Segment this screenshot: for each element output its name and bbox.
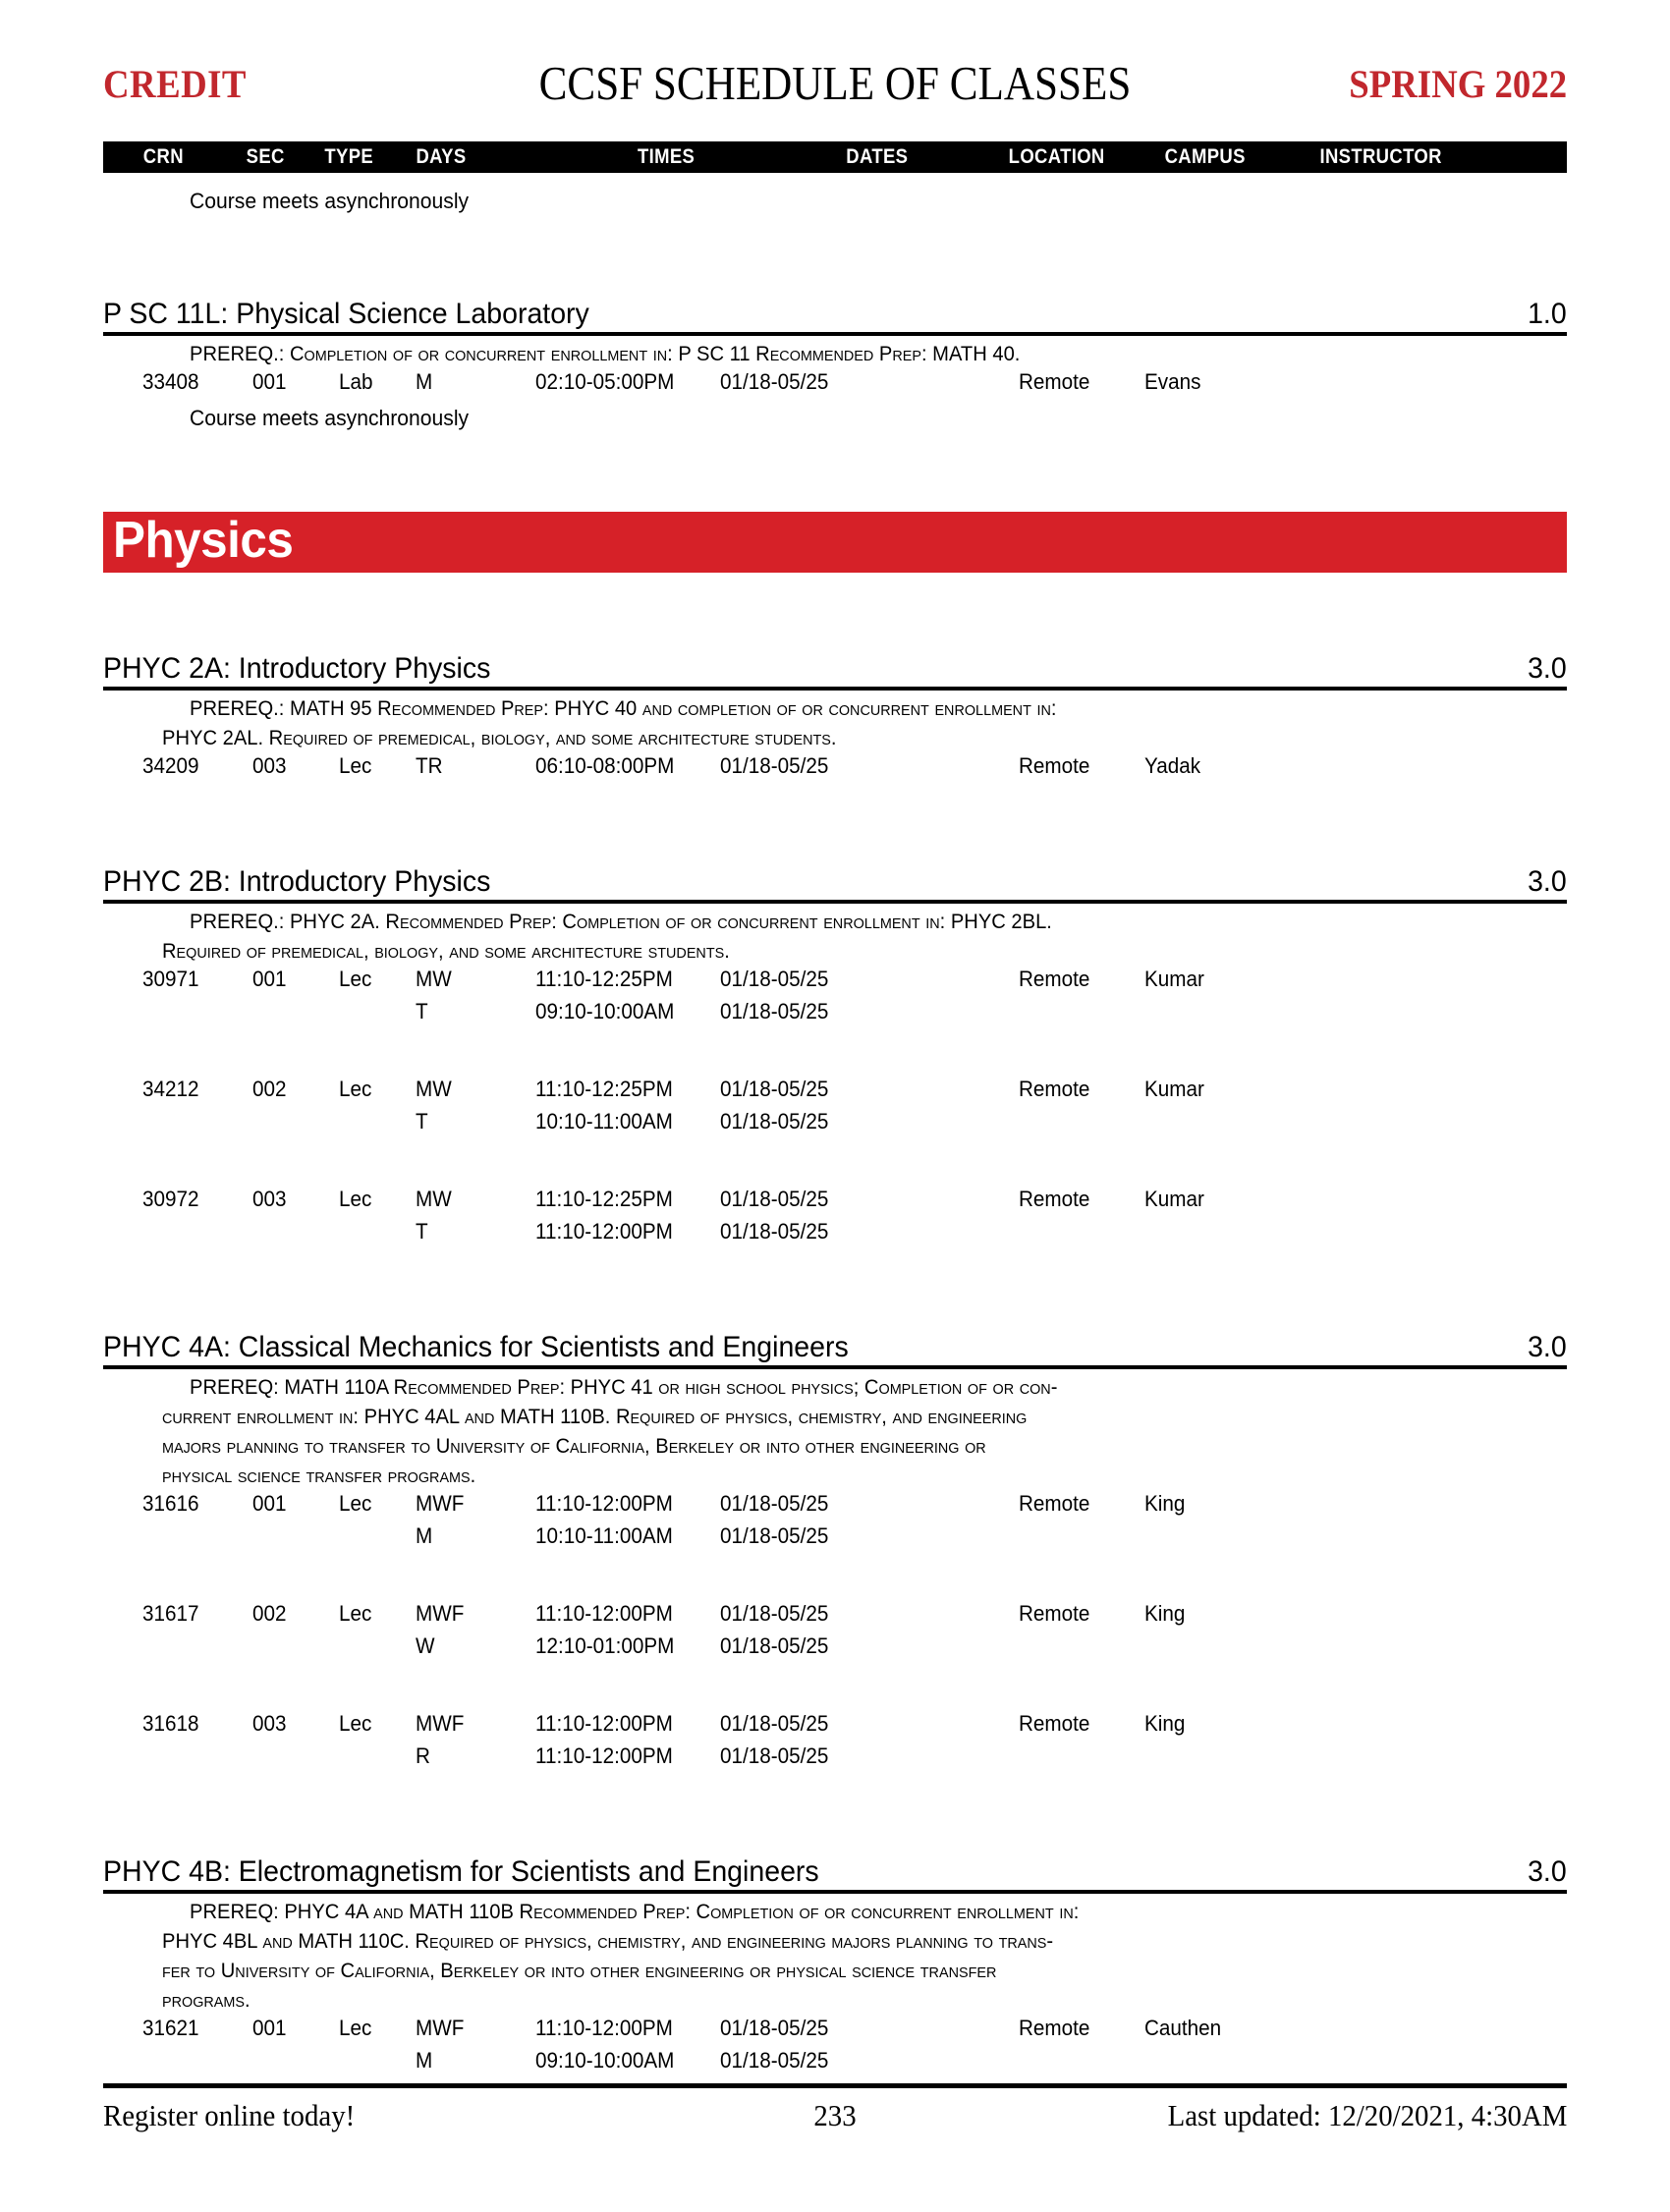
spacer — [103, 1031, 1567, 1077]
footer-register-link[interactable]: Register online today! — [103, 2098, 356, 2132]
page-footer — [103, 2083, 1567, 2139]
column-header-sec: SEC — [246, 145, 285, 168]
section-sec: 002 — [252, 1077, 287, 1101]
section-instructor: Evans — [1144, 369, 1201, 394]
section-days: T — [416, 999, 428, 1023]
course-title: PHYC 4A: Classical Mechanics for Scientists and Engineers — [103, 1331, 849, 1363]
section-row[interactable] — [103, 1491, 1567, 1523]
masthead-credit-label: CREDIT — [103, 62, 247, 106]
section-instructor: King — [1144, 1601, 1186, 1626]
section-dates: 01/18-05/25 — [720, 1523, 829, 1548]
section-crn: 30972 — [142, 1187, 199, 1211]
course-header-phyc-2a[interactable] — [103, 649, 1567, 691]
spacer — [103, 786, 1567, 862]
section-sec: 002 — [252, 1601, 287, 1626]
section-row[interactable] — [103, 1743, 1567, 1776]
spacer — [103, 573, 1567, 649]
section-type: Lab — [339, 369, 373, 394]
section-dates: 01/18-05/25 — [720, 1601, 829, 1626]
section-days: MWF — [416, 1491, 465, 1516]
spacer — [103, 1141, 1567, 1187]
section-instructor: Kumar — [1144, 1187, 1204, 1211]
section-type: Lec — [339, 1711, 372, 1736]
section-times: 11:10-12:00PM — [535, 1711, 673, 1736]
section-crn: 31618 — [142, 1711, 199, 1736]
column-header-dates: DATES — [846, 145, 909, 168]
course-prereq-line: fer to University of California, Berkeley or into other engineering or physical science transfer — [162, 1960, 997, 1982]
section-dates: 01/18-05/25 — [720, 2016, 829, 2040]
course-prereq-line: PREREQ: MATH 110A Recommended Prep: PHYC 41 or high school physics; Completion of or con- — [190, 1376, 1058, 1399]
section-row[interactable] — [103, 1711, 1567, 1743]
section-type: Lec — [339, 2016, 372, 2040]
section-times: 10:10-11:00AM — [535, 1523, 673, 1548]
course-units: 3.0 — [1528, 1855, 1567, 1888]
spacer — [103, 1666, 1567, 1711]
course-header-psc-11l[interactable] — [103, 295, 1567, 336]
course-units: 1.0 — [1528, 298, 1567, 330]
column-header-instructor: INSTRUCTOR — [1319, 145, 1442, 168]
section-sec: 003 — [252, 1711, 287, 1736]
section-campus: Remote — [1019, 1077, 1090, 1101]
section-row[interactable] — [103, 2016, 1567, 2048]
section-crn: 30971 — [142, 967, 199, 991]
section-days: TR — [416, 753, 443, 778]
footer-divider — [103, 2083, 1567, 2088]
section-type: Lec — [339, 1601, 372, 1626]
column-header-bar — [103, 141, 1567, 173]
course-prereq-line: PHYC 4BL and MATH 110C. Required of physics, chemistry, and engineering majors planning to trans- — [162, 1930, 1054, 1953]
department-banner-physics — [103, 512, 1567, 573]
section-campus: Remote — [1019, 967, 1090, 991]
column-header-type: TYPE — [324, 145, 374, 168]
course-header-phyc-2b[interactable] — [103, 862, 1567, 904]
course-units: 3.0 — [1528, 1331, 1567, 1363]
course-prereq-line: programs. — [162, 1989, 250, 2012]
section-campus: Remote — [1019, 2016, 1090, 2040]
section-type: Lec — [339, 753, 372, 778]
section-days: MW — [416, 1187, 452, 1211]
section-sec: 003 — [252, 1187, 287, 1211]
section-instructor: Cauthen — [1144, 2016, 1222, 2040]
course-prereq-line: majors planning to transfer to University of California, Berkeley or into other engineering or — [162, 1435, 986, 1458]
section-dates: 01/18-05/25 — [720, 1711, 829, 1736]
course-title: PHYC 4B: Electromagnetism for Scientists and Engineers — [103, 1855, 819, 1888]
course-list — [103, 218, 1567, 2080]
spacer — [103, 1251, 1567, 1328]
course-title: PHYC 2B: Introductory Physics — [103, 865, 491, 898]
section-row[interactable] — [103, 1187, 1567, 1219]
course-title: P SC 11L: Physical Science Laboratory — [103, 298, 589, 330]
section-row[interactable] — [103, 999, 1567, 1031]
course-prereq-block — [162, 908, 1567, 967]
section-campus: Remote — [1019, 1187, 1090, 1211]
course-units: 3.0 — [1528, 865, 1567, 898]
course-prereq-line: physical science transfer programs. — [162, 1465, 476, 1487]
course-prereq-line: PREREQ.: MATH 95 Recommended Prep: PHYC 40 and completion of or concurrent enrollment in: — [190, 697, 1057, 720]
section-row[interactable] — [103, 967, 1567, 999]
column-header-times: TIMES — [637, 145, 696, 168]
section-times: 11:10-12:00PM — [535, 1491, 673, 1516]
section-instructor: Kumar — [1144, 967, 1204, 991]
section-dates: 01/18-05/25 — [720, 1633, 829, 1658]
section-times: 10:10-11:00AM — [535, 1109, 673, 1134]
section-sec: 001 — [252, 369, 287, 394]
section-times: 11:10-12:00PM — [535, 1743, 673, 1768]
section-instructor: Yadak — [1144, 753, 1201, 778]
section-crn: 34209 — [142, 753, 199, 778]
section-dates: 01/18-05/25 — [720, 2048, 829, 2073]
course-prereq-block — [190, 340, 1567, 369]
section-instructor: Kumar — [1144, 1077, 1204, 1101]
section-days: R — [416, 1743, 430, 1768]
section-times: 11:10-12:00PM — [535, 1219, 673, 1244]
section-times: 12:10-01:00PM — [535, 1633, 675, 1658]
course-prereq-line: PREREQ: PHYC 4A and MATH 110B Recommended Prep: Completion of or concurrent enrollment in: — [190, 1901, 1080, 1923]
course-prereq-line: current enrollment in: PHYC 4AL and MATH 110B. Required of physics, chemistry, and engineering — [162, 1406, 1028, 1428]
footer-last-updated: Last updated: 12/20/2021, 4:30AM — [1167, 2098, 1567, 2132]
section-row[interactable] — [103, 1523, 1567, 1556]
course-prereq-block — [162, 1898, 1567, 2016]
course-prereq-line: PREREQ.: PHYC 2A. Recommended Prep: Completion of or concurrent enrollment in: PHYC 2BL. — [190, 911, 1052, 933]
section-crn: 33408 — [142, 369, 199, 394]
section-dates: 01/18-05/25 — [720, 1187, 829, 1211]
department-banner-label: Physics — [113, 512, 294, 569]
section-type: Lec — [339, 1077, 372, 1101]
section-type: Lec — [339, 1187, 372, 1211]
section-row[interactable] — [103, 1601, 1567, 1633]
section-row[interactable] — [103, 753, 1567, 786]
section-row[interactable] — [103, 1633, 1567, 1666]
course-prereq-block — [162, 694, 1567, 753]
spacer — [103, 1776, 1567, 1853]
section-times: 11:10-12:25PM — [535, 1187, 673, 1211]
section-crn: 31621 — [142, 2016, 199, 2040]
section-type: Lec — [339, 967, 372, 991]
section-times: 09:10-10:00AM — [535, 999, 675, 1023]
course-prereq-line: Required of premedical, biology, and some architecture students. — [162, 940, 730, 963]
section-dates: 01/18-05/25 — [720, 369, 829, 394]
section-times: 11:10-12:25PM — [535, 1077, 673, 1101]
section-days: MWF — [416, 1601, 465, 1626]
course-units: 3.0 — [1528, 652, 1567, 685]
section-campus: Remote — [1019, 369, 1090, 394]
section-sec: 003 — [252, 753, 287, 778]
section-dates: 01/18-05/25 — [720, 1077, 829, 1101]
column-header-campus: CAMPUS — [1164, 145, 1246, 168]
section-type: Lec — [339, 1491, 372, 1516]
section-days: M — [416, 1523, 433, 1548]
section-sec: 001 — [252, 2016, 287, 2040]
spacer — [103, 218, 1567, 295]
section-days: M — [416, 2048, 433, 2073]
section-days: MW — [416, 967, 452, 991]
section-days: W — [416, 1633, 435, 1658]
section-instructor: King — [1144, 1711, 1186, 1736]
course-title: PHYC 2A: Introductory Physics — [103, 652, 491, 685]
section-days: MWF — [416, 1711, 465, 1736]
column-header-location: LOCATION — [1008, 145, 1105, 168]
column-header-crn: CRN — [142, 145, 184, 168]
column-header-days: DAYS — [416, 145, 467, 168]
section-dates: 01/18-05/25 — [720, 967, 829, 991]
section-crn: 31616 — [142, 1491, 199, 1516]
section-campus: Remote — [1019, 1711, 1090, 1736]
section-times: 02:10-05:00PM — [535, 369, 675, 394]
masthead-term-label: SPRING 2022 — [1349, 62, 1567, 106]
course-prereq-block — [162, 1373, 1567, 1491]
schedule-page — [0, 51, 1670, 2212]
course-prereq-line: PHYC 2AL. Required of premedical, biology, and some architecture students. — [162, 727, 837, 749]
section-dates: 01/18-05/25 — [720, 1491, 829, 1516]
section-dates: 01/18-05/25 — [720, 753, 829, 778]
course-prereq-line: PREREQ.: Completion of or concurrent enrollment in: P SC 11 Recommended Prep: MATH 40. — [190, 343, 1021, 365]
continuation-note: Course meets asynchronously — [190, 189, 470, 213]
section-days: MW — [416, 1077, 452, 1101]
section-note: Course meets asynchronously — [190, 406, 470, 430]
section-row[interactable] — [103, 2048, 1567, 2080]
course-header-phyc-4a[interactable] — [103, 1328, 1567, 1369]
section-row[interactable] — [103, 1219, 1567, 1251]
section-campus: Remote — [1019, 1601, 1090, 1626]
section-times: 11:10-12:25PM — [535, 967, 673, 991]
section-days: T — [416, 1109, 428, 1134]
section-dates: 01/18-05/25 — [720, 1109, 829, 1134]
section-days: T — [416, 1219, 428, 1244]
footer-page-number: 233 — [813, 2098, 857, 2132]
masthead — [103, 51, 1567, 141]
section-dates: 01/18-05/25 — [720, 999, 829, 1023]
section-crn: 31617 — [142, 1601, 199, 1626]
section-row[interactable] — [103, 1109, 1567, 1141]
section-times: 11:10-12:00PM — [535, 2016, 673, 2040]
section-dates: 01/18-05/25 — [720, 1743, 829, 1768]
section-times: 06:10-08:00PM — [535, 753, 675, 778]
spacer — [103, 435, 1567, 512]
section-times: 11:10-12:00PM — [535, 1601, 673, 1626]
section-instructor: King — [1144, 1491, 1186, 1516]
section-row[interactable] — [103, 1077, 1567, 1109]
spacer — [103, 1556, 1567, 1601]
section-days: M — [416, 369, 433, 394]
section-row[interactable] — [103, 369, 1567, 402]
section-campus: Remote — [1019, 1491, 1090, 1516]
section-dates: 01/18-05/25 — [720, 1219, 829, 1244]
page-title: CCSF SCHEDULE OF CLASSES — [538, 56, 1132, 110]
section-sec: 001 — [252, 1491, 287, 1516]
section-days: MWF — [416, 2016, 465, 2040]
section-crn: 34212 — [142, 1077, 199, 1101]
section-campus: Remote — [1019, 753, 1090, 778]
section-times: 09:10-10:00AM — [535, 2048, 675, 2073]
section-sec: 001 — [252, 967, 287, 991]
course-header-phyc-4b[interactable] — [103, 1853, 1567, 1894]
